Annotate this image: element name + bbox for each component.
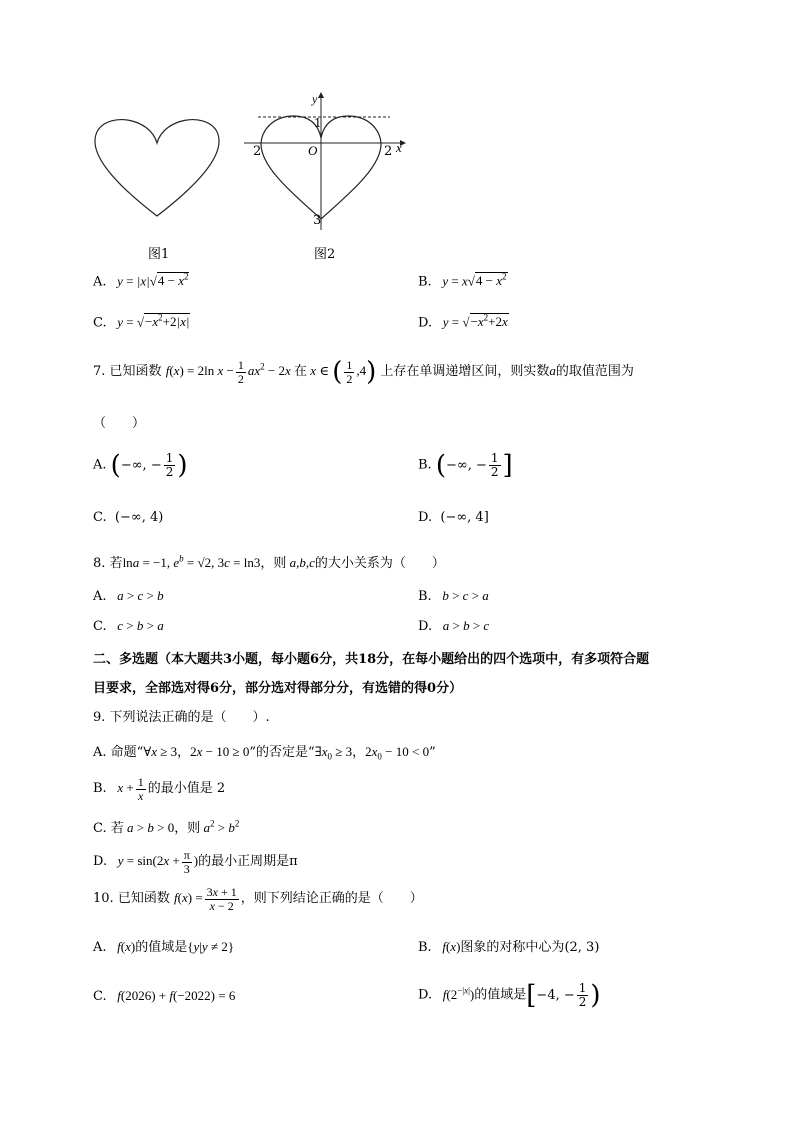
- q10-option-b[interactable]: [418, 936, 599, 955]
- heart-outline: [95, 120, 219, 216]
- q9-a-negation: $\exists x_0 \ge 3$，$2x_0 - 10 < 0$: [314, 744, 430, 762]
- q7-stem-post: 的取值范围为: [555, 363, 634, 379]
- q7-d-label: D.: [418, 510, 433, 525]
- q10-a-label: A.: [93, 940, 107, 955]
- q9-c-conclusion: $a^2 > b^2$: [200, 818, 240, 835]
- q10-option-d[interactable]: [418, 980, 601, 1010]
- q10-a-func: f(x): [110, 939, 136, 954]
- q8-stem-post: 的大小关系为（ ）: [314, 556, 445, 571]
- q8-condition: lna = −1, $e^b = √2$, 3c = ln3，则 a,b,c: [122, 553, 315, 570]
- q10-stem-pre: 已知函数: [117, 891, 170, 907]
- section2-heading-line2: 目要求，全部选对得6分，部分选对得部分分，有选错的得0分）: [93, 681, 463, 696]
- q6-option-b[interactable]: [418, 272, 508, 289]
- q9-option-b[interactable]: [93, 776, 225, 802]
- q10-b-center: (2, 3): [564, 940, 600, 955]
- q10-function: f(x) = $\frac{3x + 1}{x - 2}$: [173, 885, 237, 913]
- q7-stem-pre: 已知函数: [109, 363, 162, 379]
- q10-c-formula: f(2026) + f(−2022) = 6: [110, 988, 236, 1003]
- q10-number: 10.: [93, 891, 114, 907]
- q8-d-formula: a > b > c: [436, 618, 490, 633]
- q6-c-formula: $y = √-x^2+2|x|$: [110, 313, 190, 330]
- q7-a-label: A.: [93, 457, 107, 473]
- q10-a-range: {y|y ≠ 2}: [187, 939, 235, 954]
- q7-option-c[interactable]: [93, 510, 163, 525]
- q8-stem: [93, 552, 445, 571]
- q9-c-condition: a > b > 0: [123, 820, 175, 835]
- q8-b-formula: b > c > a: [435, 588, 489, 603]
- q10-d-label: D.: [418, 987, 433, 1003]
- q7-var-a: a: [549, 362, 556, 378]
- q6-d-label: D.: [418, 315, 433, 331]
- q6-option-a[interactable]: [93, 272, 189, 289]
- q9-b-formula: x + $\frac{1}{x}$: [110, 775, 144, 803]
- q8-b-label: B.: [418, 589, 432, 604]
- q9-option-c[interactable]: [93, 817, 239, 836]
- q7-paren: （ ）: [93, 416, 146, 431]
- q7-option-d[interactable]: [418, 510, 489, 525]
- q7-function: f(x) = 2ln x − $\frac{1}{2}$ $ax^2 - 2x$ 在 x ∈ ( $\frac{1}{2}$ ,4): [165, 357, 377, 387]
- q10-d-func: $f(2^{-|x|})$: [436, 985, 475, 1002]
- fig2-label-neg-two: 2: [253, 144, 262, 159]
- q8-a-formula: a > c > b: [110, 588, 164, 603]
- q6-a-label: A.: [93, 274, 107, 290]
- q9-a-mid: ”的否定是“: [249, 745, 315, 760]
- q7-number: 7.: [93, 363, 106, 379]
- q9-option-a[interactable]: [93, 741, 436, 762]
- q9-a-label: A.: [93, 745, 107, 760]
- q8-c-label: C.: [93, 619, 107, 634]
- q6-b-label: B.: [418, 274, 432, 290]
- q9-b-label: B.: [93, 781, 107, 797]
- q9-c-mid: ，则: [174, 821, 201, 836]
- q6-a-formula: $y = |x|√4 - x^2$: [110, 272, 189, 289]
- q8-d-label: D.: [418, 619, 433, 634]
- q7-a-formula: (−∞, − $\frac{1}{2}$ ): [110, 450, 188, 480]
- q8-stem-pre: 若: [109, 556, 123, 571]
- fig2-label-y: y: [312, 92, 318, 106]
- q9-a-post: ”: [429, 745, 436, 760]
- fig2-label-one: 1: [314, 116, 322, 130]
- q9-c-pre: 若: [110, 821, 124, 836]
- q7-d-formula: (−∞, 4]: [436, 510, 489, 525]
- fig2-label-three: 3: [313, 213, 322, 228]
- q10-d-mid: 的值域是: [474, 987, 527, 1003]
- fig2-label-origin: O: [308, 143, 318, 158]
- q7-c-label: C.: [93, 510, 107, 525]
- q8-c-formula: c > b > a: [110, 618, 164, 633]
- q10-option-c[interactable]: [93, 988, 235, 1004]
- q9-stem: 9. 下列说法正确的是（ ）.: [93, 710, 270, 725]
- figure-1-caption: 图1: [148, 247, 170, 262]
- q8-option-c[interactable]: [93, 618, 164, 634]
- q6-option-d[interactable]: [418, 313, 509, 330]
- q7-stem-mid: 上存在单调递增区间，则实数: [380, 363, 550, 379]
- figure-1-heart: [90, 110, 225, 222]
- q6-c-label: C.: [93, 315, 107, 331]
- q10-stem-post: ，则下列结论正确的是（ ）: [240, 891, 423, 907]
- q8-option-d[interactable]: [418, 618, 489, 634]
- q9-d-label: D.: [93, 854, 108, 870]
- q10-stem: [93, 886, 423, 912]
- q9-d-formula: y = sin(2x + $\frac{\pi}{3}$ ): [111, 848, 199, 876]
- q6-d-formula: $y = √-x^2+2x$: [436, 313, 508, 330]
- q8-number: 8.: [93, 556, 106, 571]
- q9-a-pre: 命题“: [110, 745, 144, 760]
- q6-option-c[interactable]: [93, 313, 190, 330]
- section2-heading-line1: 二、多选题（本大题共3小题，每小题6分，共18分，在每小题给出的四个选项中，有多项符合题: [93, 652, 650, 667]
- q9-b-post: 的最小值是 2: [147, 781, 226, 797]
- q7-c-formula: (−∞, 4): [110, 510, 164, 525]
- q8-option-b[interactable]: [418, 588, 489, 604]
- q10-d-range: [−4, − $\frac{1}{2}$ ): [526, 980, 601, 1010]
- fig2-label-two: 2: [384, 144, 393, 159]
- y-axis-arrow: [318, 92, 324, 98]
- q10-b-label: B.: [418, 940, 432, 955]
- figure-2-caption: 图2: [314, 247, 336, 262]
- q7-stem: [93, 357, 634, 387]
- q7-b-formula: (−∞, − $\frac{1}{2}$ ]: [435, 450, 513, 480]
- q10-option-a[interactable]: [93, 936, 234, 955]
- q7-option-a[interactable]: [93, 450, 188, 480]
- fig2-label-x: x: [396, 140, 402, 155]
- q10-b-func: f(x): [435, 939, 461, 954]
- q10-c-label: C.: [93, 989, 107, 1004]
- q8-option-a[interactable]: [93, 588, 164, 604]
- q8-a-label: A.: [93, 589, 107, 604]
- figure-2-heart-graph: [238, 88, 413, 238]
- q7-option-b[interactable]: [418, 450, 513, 480]
- q7-b-label: B.: [418, 457, 432, 473]
- q9-option-d[interactable]: [93, 849, 298, 875]
- q10-a-mid: 的值域是: [135, 940, 188, 955]
- q9-c-label: C.: [93, 821, 107, 836]
- q6-b-formula: $y = x√4 - x^2$: [435, 272, 507, 289]
- q9-a-proposition: ∀x ≥ 3，2x − 10 ≥ 0: [143, 744, 250, 759]
- q9-d-post: 的最小正周期是: [198, 854, 290, 870]
- q10-b-mid: 图象的对称中心为: [460, 940, 565, 955]
- q9-d-pi: π: [289, 854, 298, 870]
